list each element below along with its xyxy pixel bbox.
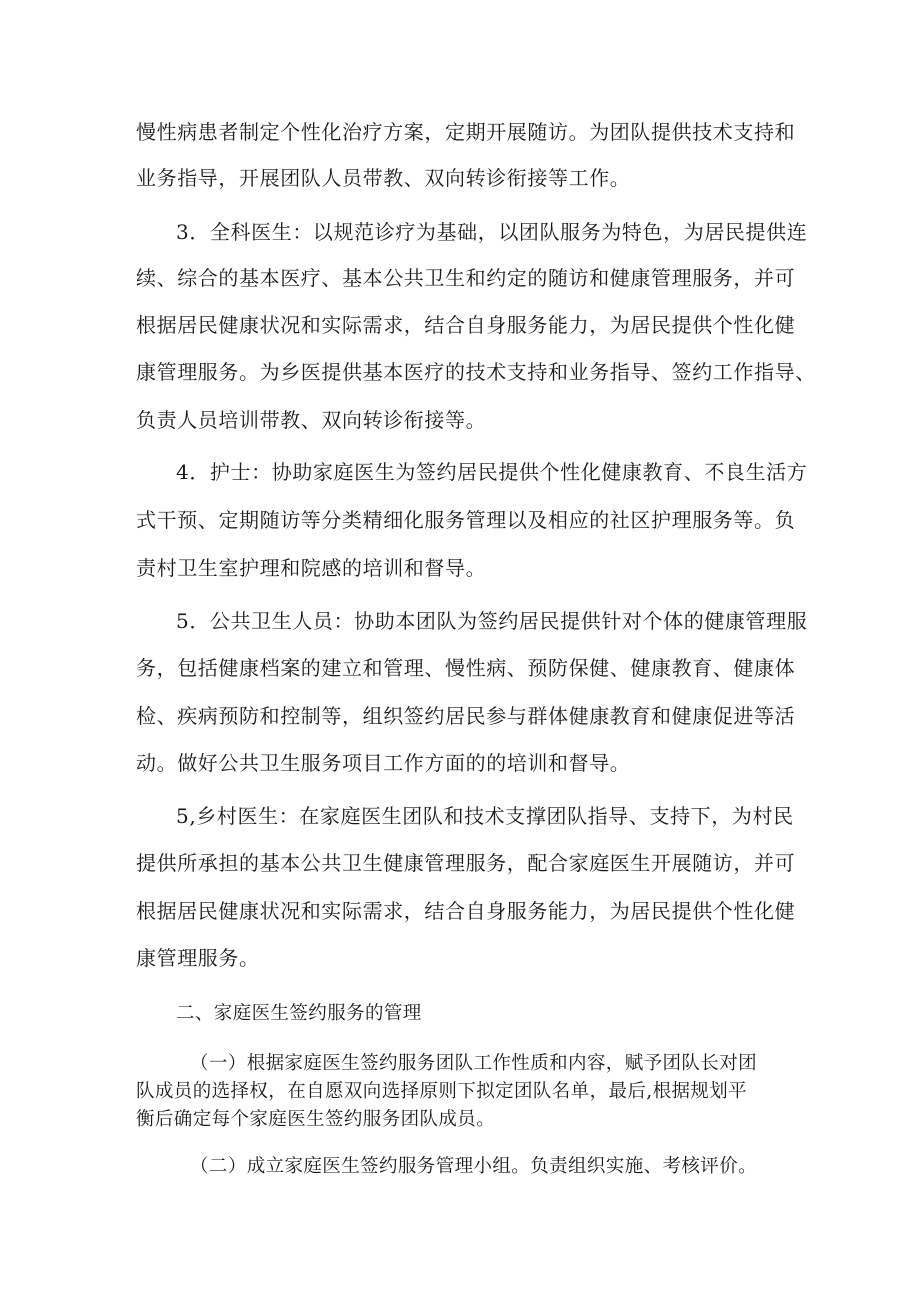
- text-line: 衡后确定每个家庭医生签约服务团队成员。: [136, 1109, 496, 1130]
- text-line: 检、疾病预防和控制等，组织签约居民参与群体健康教育和健康促进等活: [136, 704, 796, 728]
- text-line: 队成员的选择权，在自愿双向选择原则下拟定团队名单，最后,根据规划平: [136, 1081, 748, 1102]
- text-line: （一）根据家庭医生签约服务团队工作性质和内容，赋予团队长对团: [190, 1053, 758, 1074]
- text-line: （二）成立家庭医生签约服务管理小组。负责组织实施、考核评价。: [190, 1156, 758, 1177]
- text-line: 慢性病患者制定个性化治疗方案，定期开展随访。为团队提供技术支持和: [136, 120, 796, 144]
- text-line: 4．护士：协助家庭医生为签约居民提供个性化健康教育、不良生活方: [176, 460, 808, 484]
- text-line: 根据居民健康状况和实际需求，结合自身服务能力，为居民提供个性化健: [136, 899, 796, 923]
- text-line: 续、综合的基本医疗、基本公共卫生和约定的随访和健康管理服务，并可: [136, 266, 796, 290]
- text-line: 根据居民健康状况和实际需求，结合自身服务能力，为居民提供个性化健: [136, 313, 796, 337]
- text-line: 康管理服务。为乡医提供基本医疗的技术支持和业务指导、签约工作指导、: [136, 360, 816, 384]
- text-line: 5．公共卫生人员：协助本团队为签约居民提供针对个体的健康管理服: [176, 609, 808, 633]
- text-line: 负责人员培训带教、双向转诊衔接等。: [136, 408, 487, 432]
- text-line: 动。做好公共卫生服务项目工作方面的的培训和督导。: [136, 751, 631, 775]
- text-line: 提供所承担的基本公共卫生健康管理服务，配合家庭医生开展随访，并可: [136, 851, 796, 875]
- text-line: 康管理服务。: [136, 946, 260, 970]
- text-line: 责村卫生室护理和院感的培训和督导。: [136, 556, 487, 580]
- text-line: 5,乡村医生：在家庭医生团队和技术支撑团队指导、支持下，为村民: [176, 804, 794, 828]
- text-line: 业务指导，开展团队人员带教、双向转诊衔接等工作。: [136, 166, 631, 190]
- section-heading: 二、家庭医生签约服务的管理: [176, 1003, 422, 1024]
- text-line: 3．全科医生：以规范诊疗为基础，以团队服务为特色，为居民提供连: [176, 220, 808, 244]
- text-line: 式干预、定期随访等分类精细化服务管理以及相应的社区护理服务等。负: [136, 508, 796, 532]
- text-line: 务，包括健康档案的建立和管理、慢性病、预防保健、健康教育、健康体: [136, 656, 796, 680]
